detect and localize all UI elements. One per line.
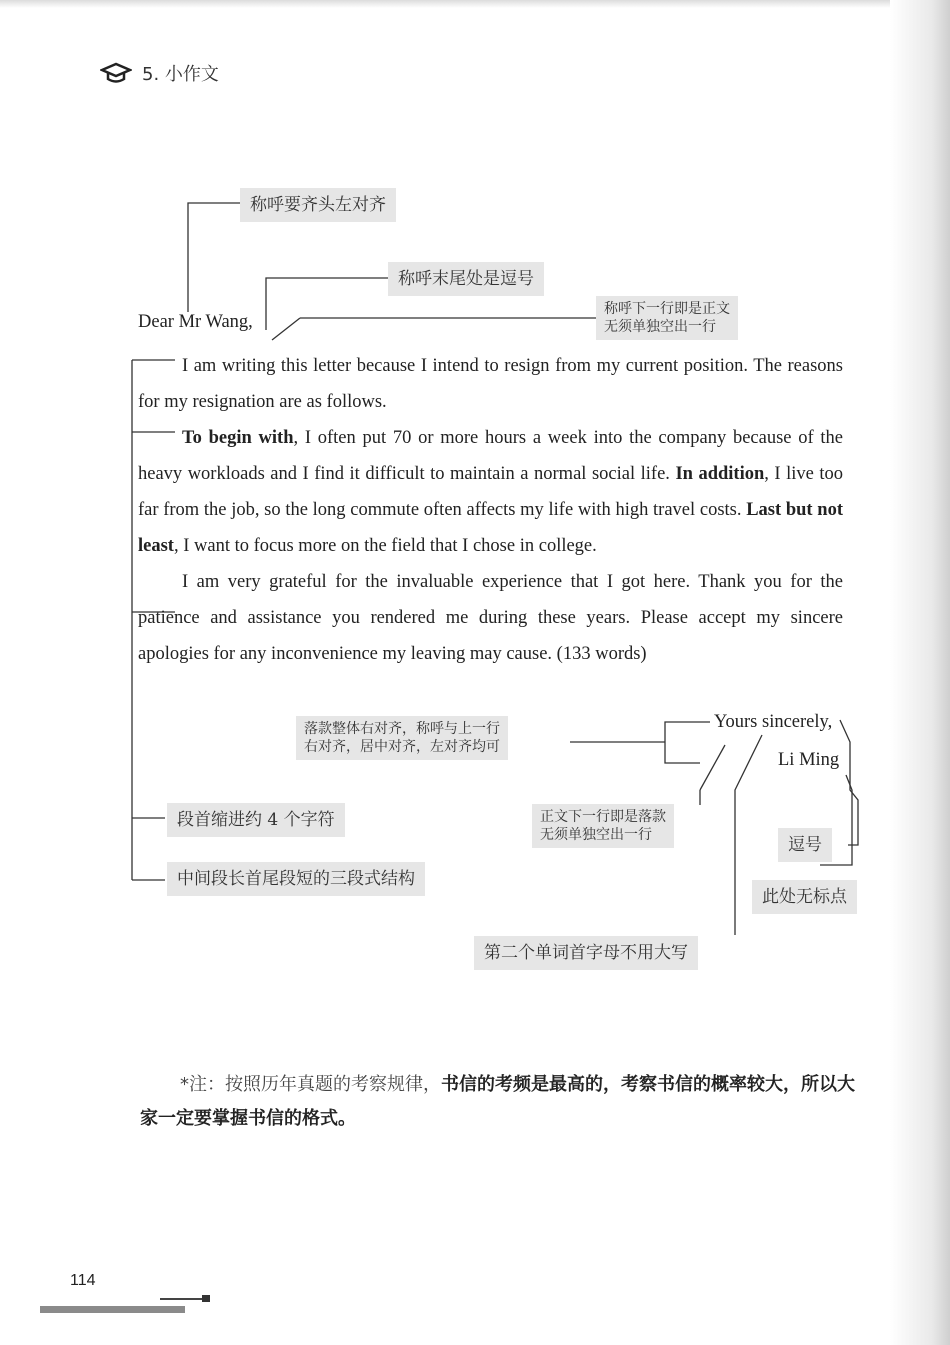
- footnote-text: 书信的考频是最高的，考察书信的概率较大，所以大家一定要掌握书信的格式。: [140, 1074, 855, 1129]
- letter-paragraph-3: I am very grateful for the invaluable experience that I got here. Thank you for the patience and assistance you rendered me during these years. Please accept my sincere apologies for any inconvenience my leaving may cause. (133 words): [138, 572, 843, 664]
- letter-closing: Yours sincerely,: [714, 712, 833, 732]
- label-structure: 中间段长首尾段短的三段式结构: [167, 862, 425, 896]
- label-signature-align-line2: 右对齐，居中对齐，左对齐均可: [304, 739, 500, 756]
- page-number: 114: [70, 1272, 96, 1289]
- label-signature-align-line1: 落款整体右对齐，称呼与上一行: [304, 721, 500, 737]
- letter-signature: Li Ming: [778, 750, 840, 770]
- label-body-after-salutation: [596, 296, 738, 340]
- footnote-prefix: *注：按照历年真题的考察规律，: [180, 1074, 441, 1095]
- label-signature-after-body-line1: 正文下一行即是落款: [540, 809, 666, 825]
- transition-1: To begin with: [182, 428, 294, 448]
- section-title: 5. 小作文: [142, 64, 219, 85]
- label-lowercase: 第二个单词首字母不用大写: [474, 936, 698, 970]
- label-salutation-comma: 称呼末尾处是逗号: [388, 262, 544, 296]
- label-no-punct: 此处无标点: [752, 880, 857, 914]
- footer-bar: [40, 1306, 185, 1313]
- footnote: [140, 1068, 860, 1136]
- p2-text-3: , I want to focus more on the field that I chose in college.: [173, 536, 597, 556]
- label-signature-align: [296, 716, 508, 760]
- footer-dot: [202, 1295, 210, 1302]
- letter-paragraph-2: [138, 420, 843, 564]
- letter-paragraph-1: I am writing this letter because I intend to resign from my current position. The reasons for my resignation are as follows.: [138, 356, 843, 412]
- label-salutation-align: 称呼要齐头左对齐: [240, 188, 396, 222]
- p2-text-1: , I often put 70 or more hours a week into the company because of the heavy workloads and I find it difficult to maintain a normal social life.: [138, 428, 843, 484]
- letter-salutation: Dear Mr Wang,: [138, 312, 253, 332]
- letter-body: [138, 348, 843, 672]
- transition-2: In addition: [675, 464, 765, 484]
- label-comma: 逗号: [778, 828, 832, 862]
- transition-3: Last but not least: [138, 500, 843, 556]
- p2-text-2: , I live too far from the job, so the long commute often affects my life with high travel costs.: [138, 464, 844, 520]
- label-signature-after-body: [532, 804, 674, 848]
- label-signature-after-body-line2: 无须单独空出一行: [540, 827, 652, 844]
- label-body-after-salutation-line1: 称呼下一行即是正文: [604, 301, 730, 317]
- label-indent: 段首缩进约 4 个字符: [167, 803, 345, 837]
- label-body-after-salutation-line2: 无须单独空出一行: [604, 319, 716, 336]
